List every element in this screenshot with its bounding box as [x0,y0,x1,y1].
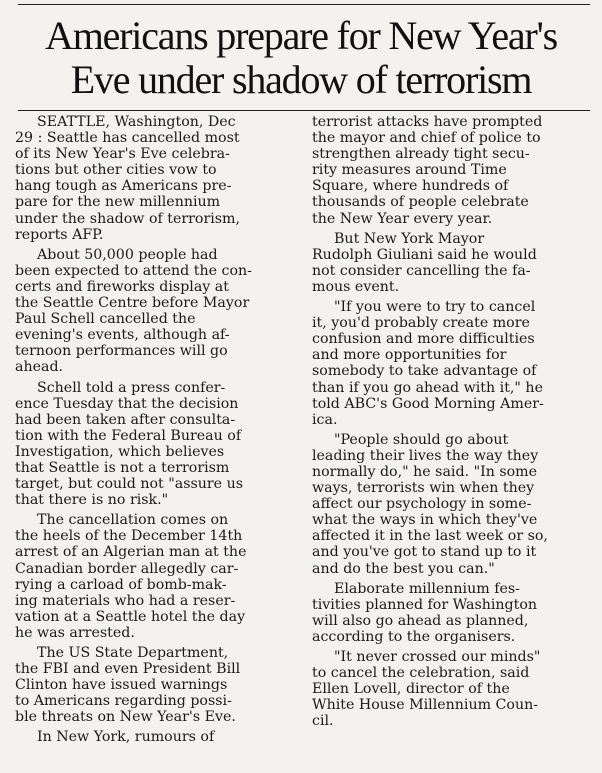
article-line: confusion and more difficulties [312,331,535,348]
article-line: what the ways in which they've [312,512,538,529]
article-line: hang tough as Americans pre- [15,178,232,195]
article-paragraph [15,380,283,509]
article-paragraph [312,114,586,227]
article-line: it, you'd probably create more [312,315,530,332]
article-line: SEATTLE, Washington, Dec [37,114,236,130]
article-line: tivities planned for Washington [312,596,538,613]
article-line: certs and fireworks display at [15,278,229,295]
article-line: to Americans regarding possi- [15,693,232,710]
article-line: White House Millennium Coun- [312,697,539,714]
article-line: thousands of people celebrate [312,194,529,211]
article-line: rying a carload of bomb-mak- [15,576,227,593]
article-line: ternoon performances will go [15,343,228,360]
article-line: ahead. [15,359,64,376]
article-line: In New York, rumours of [37,729,215,746]
article-paragraph [15,645,283,725]
article-line: rity measures around Time [312,162,507,179]
article-line: of its New Year's Eve celebra- [15,146,230,163]
article-line: pare for the new millennium [15,194,221,211]
article-line: according to the organisers. [312,628,516,645]
article-line: affect our psychology in some- [312,496,532,513]
article-line: Schell told a press confer- [37,379,226,396]
article-line: About 50,000 people had [37,246,218,263]
article-line: and more opportunities for [312,347,507,364]
article-line: Elaborate millennium fes- [334,580,520,597]
article-line: Rudolph Giuliani said he would [312,246,537,263]
article-line: told ABC's Good Morning Amer- [312,395,544,412]
article-line: vation at a Seattle hotel the day [15,608,246,625]
article-line: ence Tuesday that the decision [15,395,239,412]
article-line: to cancel the celebration, said [312,665,530,682]
article-line: "People should go about [334,431,509,448]
article-line: will also go ahead as planned, [312,612,529,629]
article-line: arrest of an Algerian man at the [15,544,247,561]
article-line: cil. [312,713,334,730]
article-line: evening's events, although af- [15,327,230,344]
headline-line-1: Americans prepare for New Year's [45,13,557,58]
article-line: affected it in the last week or so, [312,528,548,545]
article-paragraph [312,581,586,645]
article-column-left [15,114,283,750]
article-line: terrorist attacks have prompted [312,114,543,130]
article-paragraph [15,247,283,376]
article-line: that Seattle is not a terrorism [15,459,230,476]
article-line: that there is no risk." [15,492,169,509]
article-line: somebody to take advantage of [312,363,537,380]
headline-rule [18,110,590,111]
article-line: under the shadow of terrorism, [15,210,241,227]
article-line: the FBI and even President Bill [15,661,241,678]
article-line: Canadian border allegedly car- [15,560,239,577]
article-line: "If you were to try to cancel [334,299,536,316]
article-paragraph [15,114,283,243]
article-line: normally do," he said. "In some [312,463,538,480]
article-column-right [312,114,586,733]
article-paragraph [312,649,586,729]
article-paragraph [312,299,586,428]
article-line: the Seattle Centre before Mayor [15,295,250,312]
article-line: ways, terrorists win when they [312,480,535,497]
article-line: leading their lives the way they [312,447,539,464]
article-line: than if you go ahead with it," he [312,379,543,396]
article-line: ica. [312,411,338,428]
article-line: ble threats on New Year's Eve. [15,709,236,726]
article-paragraph [15,729,283,745]
article-line: ing materials who had a reser- [15,592,236,609]
article-line: Investigation, which believes [15,443,225,460]
article-line: 29 : Seattle has cancelled most [15,130,240,147]
headline-line-2: Eve under shadow of terrorism [70,57,532,102]
article-line: not consider cancelling the fa- [312,262,531,279]
article-line: the New Year every year. [312,210,493,227]
article-line: and do the best you can." [312,560,495,577]
article-line: and you've got to stand up to it [312,544,537,561]
article-line: Ellen Lovell, director of the [312,681,510,698]
article-line: strengthen already tight secu- [312,146,530,163]
article-line: target, but could not "assure us [15,476,244,493]
article-paragraph [312,432,586,577]
article-line: had been taken after consulta- [15,411,236,428]
article-paragraph [312,231,586,295]
article-line: The cancellation comes on [37,512,229,529]
article-line: the heels of the December 14th [15,528,243,545]
article-line: "It never crossed our minds" [334,649,541,665]
article-line: reports AFP. [15,226,104,243]
article-line: Clinton have issued warnings [15,677,228,694]
article-line: he was arrested. [15,624,135,641]
article-line: But New York Mayor [334,230,485,247]
article-line: the mayor and chief of police to [312,130,541,147]
article-line: tions but other cities vow to [15,162,217,179]
article-paragraph [15,512,283,641]
article-line: The US State Department, [37,645,229,661]
article-line: tion with the Federal Bureau of [15,427,242,444]
article-line: Paul Schell cancelled the [15,311,196,328]
headline [0,14,602,102]
top-rule [18,4,590,5]
article-line: mous event. [312,278,400,295]
article-line: Square, where hundreds of [312,178,509,195]
article-line: been expected to attend the con- [15,262,252,279]
